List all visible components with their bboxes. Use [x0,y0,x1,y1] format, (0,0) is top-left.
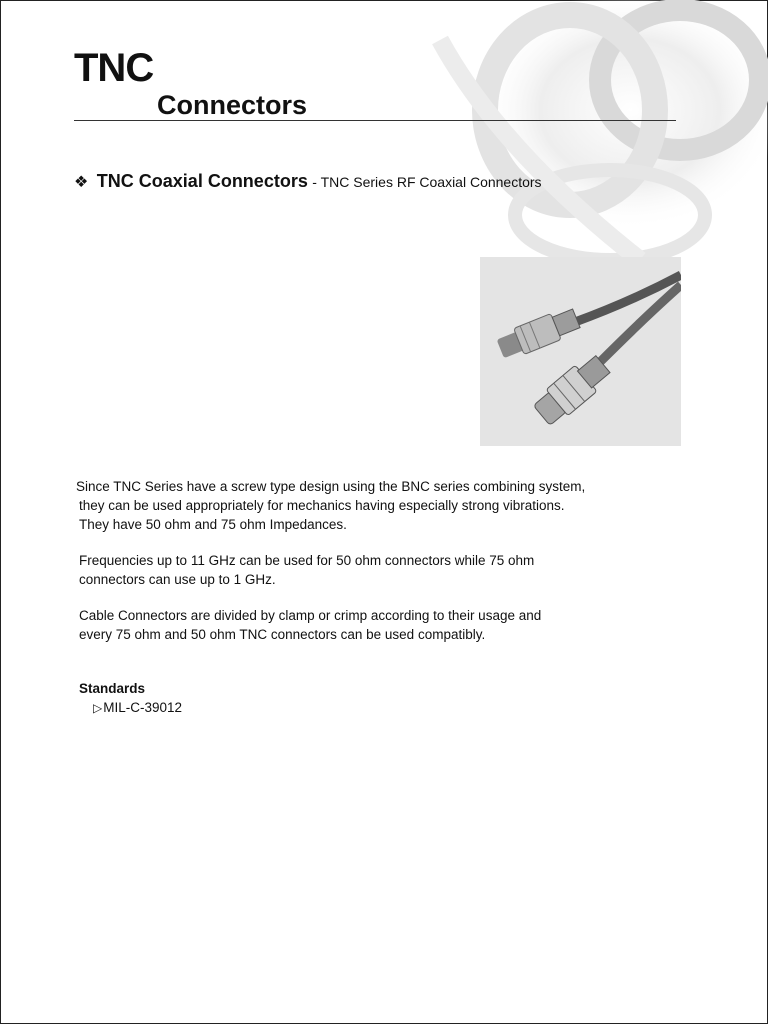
section-heading-subtitle: - TNC Series RF Coaxial Connectors [312,174,542,190]
text-line: they can be used appropriately for mechanics having especially strong vibrations. [79,498,565,513]
paragraph [76,477,636,534]
text-line: every 75 ohm and 50 ohm TNC connectors can be used compatibly. [79,627,486,642]
page-subtitle: Connectors [157,90,308,120]
standards-heading: Standards [79,681,146,696]
paragraph [76,606,636,644]
description-text [76,477,636,661]
text-line: connectors can use up to 1 GHz. [79,572,276,587]
standards-section [79,679,182,718]
paragraph [76,551,636,589]
product-photo [480,257,681,446]
page-title: TNC [74,46,154,90]
standards-item [79,698,182,718]
text-line: Since TNC Series have a screw type design using the BNC series combining system, [76,479,586,494]
text-line: Frequencies up to 11 GHz can be used for 50 ohm connectors while 75 ohm [79,553,535,568]
text-line: Cable Connectors are divided by clamp or crimp according to their usage and [79,608,542,623]
section-heading [74,171,542,192]
section-heading-title: TNC Coaxial Connectors [96,171,308,191]
text-line: They have 50 ohm and 75 ohm Impedances. [79,517,347,532]
standards-item-text: MIL-C-39012 [103,700,183,715]
triangle-right-icon: ▷ [93,701,103,715]
diamond-bullet-icon: ❖ [74,174,89,191]
title-divider [74,120,676,121]
